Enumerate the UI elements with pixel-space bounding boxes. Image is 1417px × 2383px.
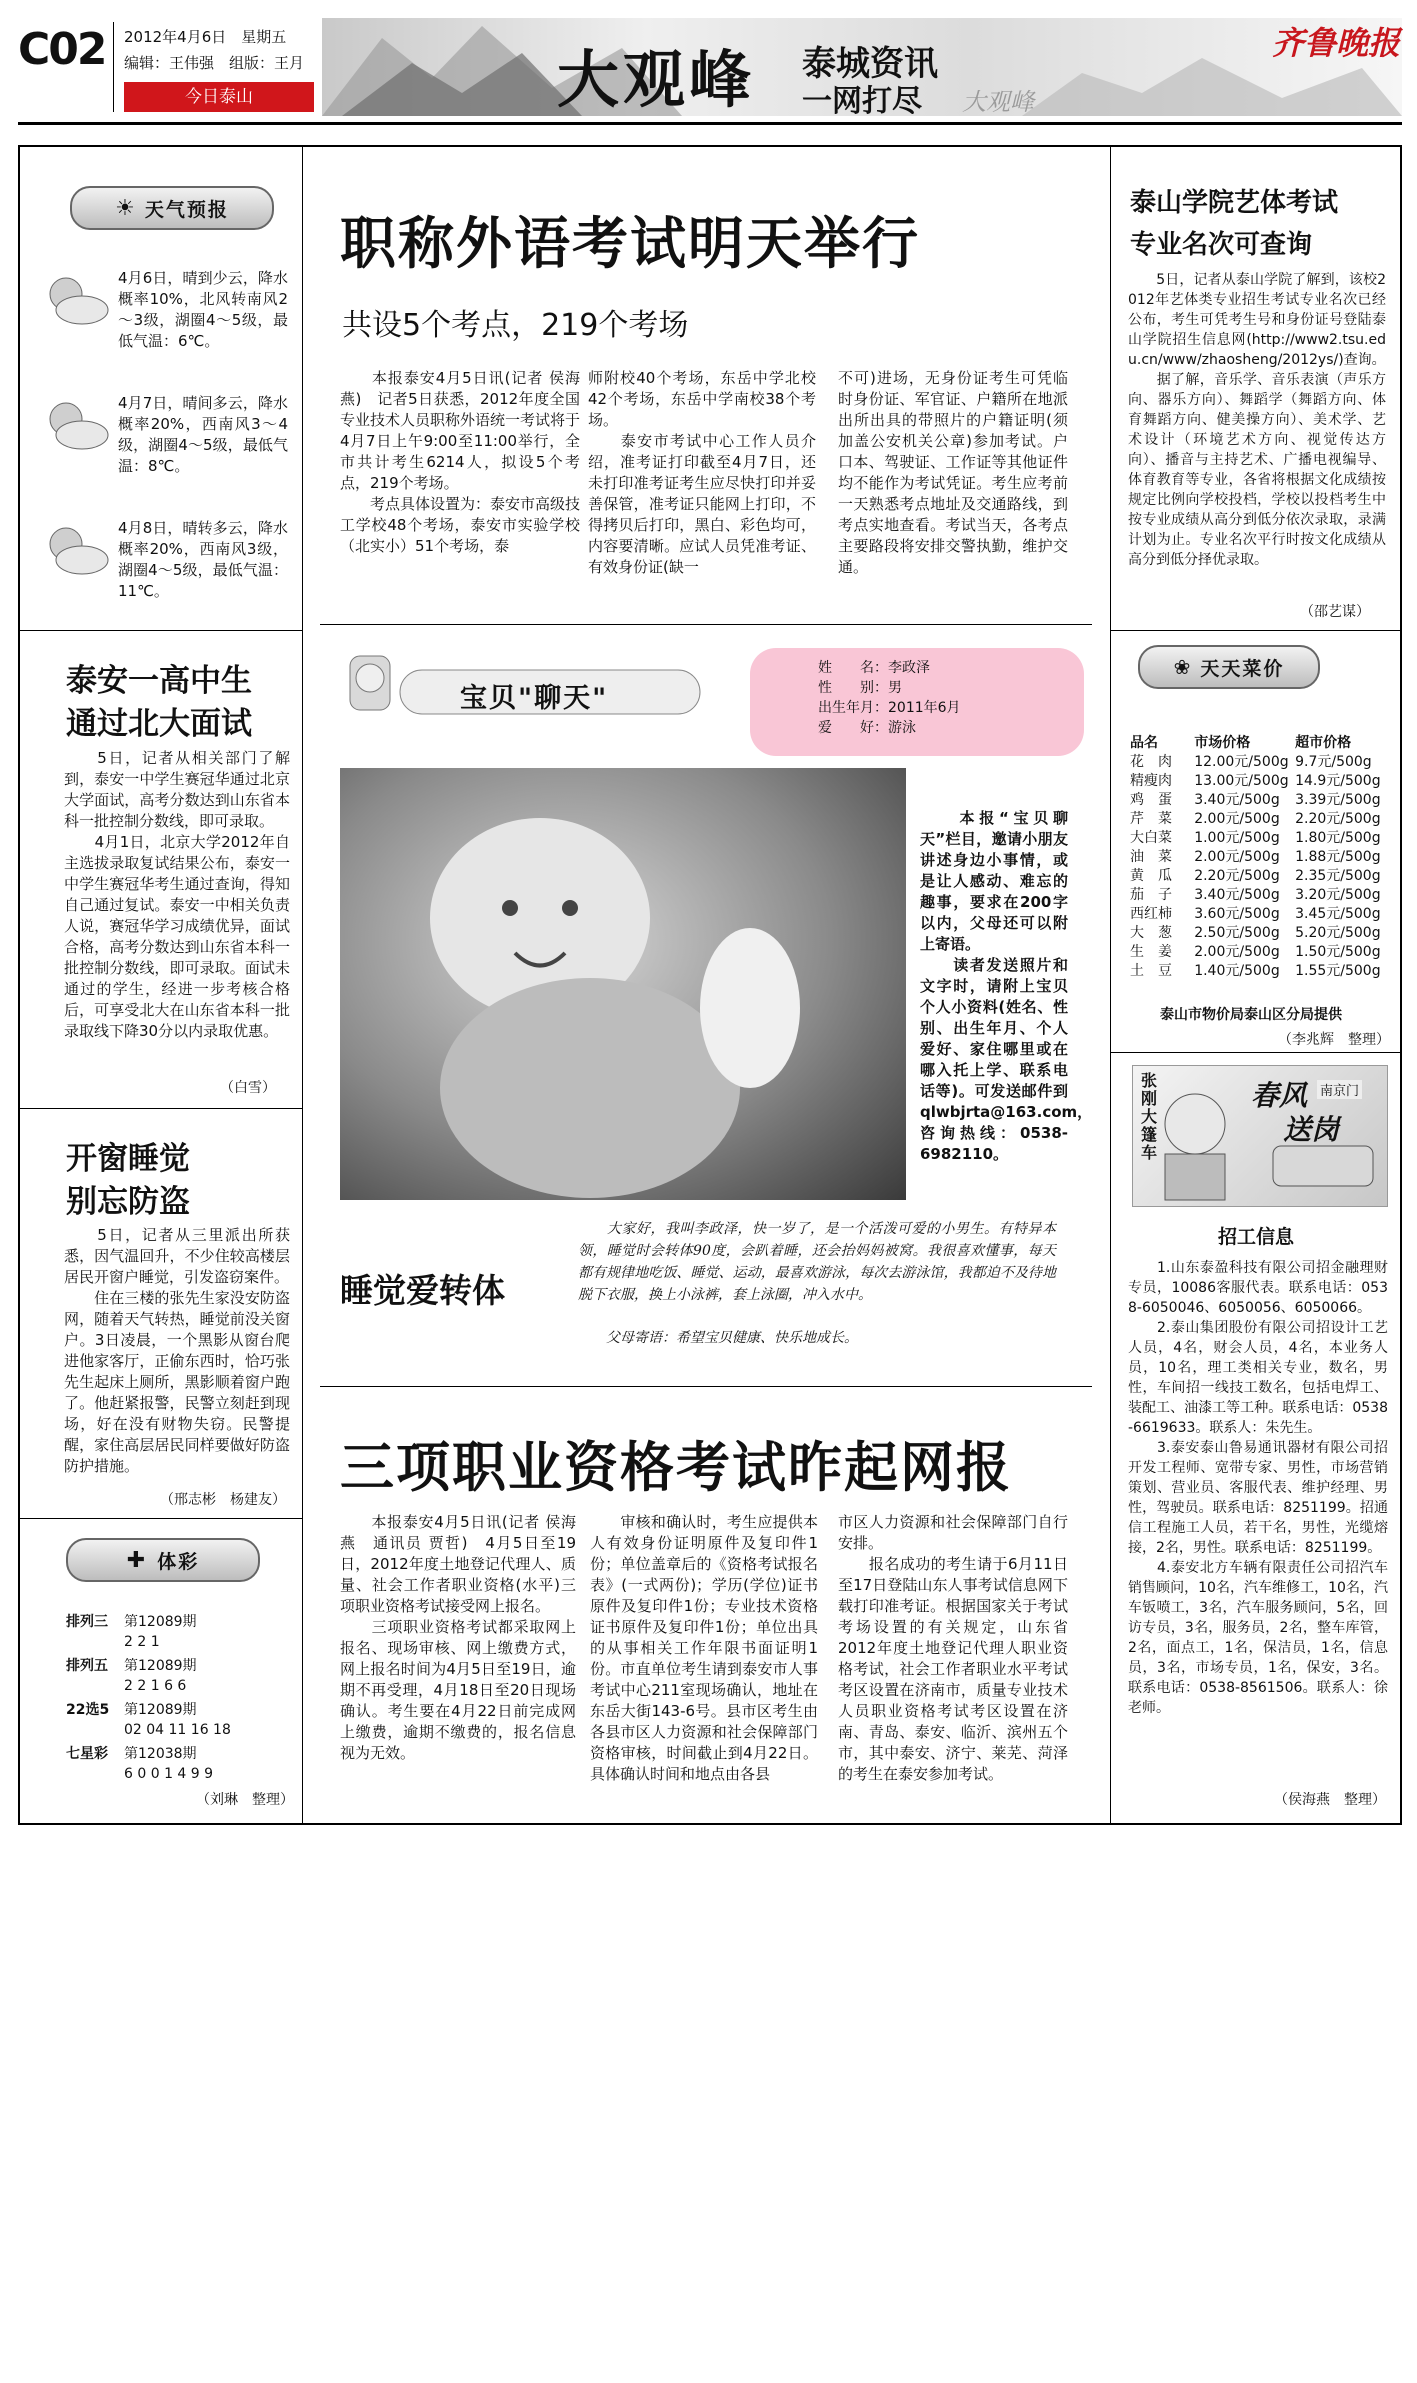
paper-logo: 齐鲁晚报 [1272,24,1401,62]
sun-cloud-icon [40,395,110,453]
section-tag: 今日泰山 [124,82,314,112]
exam-subheadline: 共设5个考点，219个考场 [342,308,689,343]
sun-cloud-icon [40,270,110,328]
baby-story: 大家好，我叫李政泽，快一岁了，是一个活泼可爱的小男生。有特异本领，睡觉时会转体90度，会趴着睡，还会抬妈妈被窝。我很喜欢懂事，每天都有规律地吃饭、睡觉、运动，最喜欢游泳，每次去游泳馆，我都迫不及待地脱下衣服，换上小泳裤，套上泳圈，冲入水中。 [578,1221,1056,1303]
lottery-table [66,1612,296,1784]
window-byline: （邢志彬 杨建友） [160,1492,286,1508]
qual-headline: 三项职业资格考试昨起网报 [340,1436,1012,1499]
price-row: 茄 子 3.40元/500g 3.20元/500g [1130,887,1381,903]
lottery-row: 22选5 第12089期 [66,1702,197,1718]
baby-story-title: 睡觉爱转体 [340,1271,505,1310]
exam-col1: 本报泰安4月5日讯(记者 侯海燕) 记者5日获悉，2012年度全国专业技术人员职称外语统一考试将于4月7日上午9:00至11:00举行，全市共计考生6214人，拟设5个考点，219个考场。 考点具体设置为：泰安市高级技工学校48个考场，泰安市实验学校（北实小）51个考场，泰 [340,369,581,555]
exam-col3: 不可)进场，无身份证考生可凭临时身份证、军官证、户籍所在地派出所出具的带照片的户籍证明(须加盖公安机关公章)参加考试。户口本、驾驶证、工作证等其他证件均不能作为考试凭证。考生应考前一天熟悉考点地址及交通路线，到考点实地查看。考试当天，各考点主要路段将安排交警执勤，维护交通。 [838,369,1068,576]
qual-col1: 本报泰安4月5日讯(记者 侯海燕 通讯员 贾哲) 4月5日至19日，2012年度土地登记代理人、质量、社会工作者职业资格(水平)三项职业资格考试接受网上报名。 三项职业资格考试都采取网上报名、现场审核、网上缴费方式，网上报名时间为4月5日至19日，逾期不再受理，4月18日至20日现场确认。考生要在4月22日前完成网上缴费，逾期不缴费的，报名信息视为无效。 [340,1513,576,1762]
qual-col3: 市区人力资源和社会保障部门自行安排。 报名成功的考生请于6月11日至17日登陆山东人事考试信息网下载打印准考证。根据国家关于考试考场设置的有关规定，山东省2012年度土地登记代理人职业资格考试，社会工作者职业水平考试考区设置在济南市，质量专业技术人员职业资格考试考区设置在济南、青岛、泰安、临沂、滨州五个市，其中泰安、济宁、莱芜、菏泽的考生在泰安参加考试。 [838,1513,1068,1783]
price-row: 鸡 蛋 3.40元/500g 3.39元/500g [1130,792,1381,808]
art-byline: （邵艺谋） [1300,604,1370,620]
price-row: 油 菜 2.00元/500g 1.88元/500g [1130,849,1381,865]
qual-col2: 审核和确认时，考生应提供本人有效身份证明原件及复印件1份；单位盖章后的《资格考试报名表》(一式两份)；学历(学位)证书原件及复印件1份；专业技术资格证书原件及复印件1份；单位出具的从事相关工作年限书面证明1份。市直单位考生请到泰安市人事考试中心211室现场确认，地址在东岳大街143-6号。县市区考生由各县市区人力资源和社会保障部门资格审核，时间截止到4月22日。具体确认时间和地点由各县 [590,1513,818,1783]
price-row: 土 豆 1.40元/500g 1.55元/500g [1130,963,1381,979]
window-body: 5日，记者从三里派出所获悉，因气温回升，不少住较高楼层居民开窗户睡觉，引发盗窃案件。 住在三楼的张先生家没安防盗网，随着天气转热，睡觉前没关窗户。3日凌晨，一个黑影从窗台爬进他家客厅，正偷东西时，恰巧张先生起床上厕所，黑影顺着窗户跑了。他赶紧报警，民警立刻赶到现场，好在没有财物失窃。民警提醒，家住高层居民同样要做好防盗防护措施。 [64,1226,290,1475]
price-row: 黄 瓜 2.20元/500g 2.35元/500g [1130,868,1381,884]
window-title-2: 别忘防盗 [66,1184,190,1220]
baby-info-hobby: 爱 好：游泳 [818,720,916,736]
price-row: 花 肉 12.00元/500g 9.7元/500g [1130,754,1372,770]
lottery-numbers: 02 04 11 16 18 [124,1722,231,1738]
lottery-numbers: 2 2 1 6 6 [124,1678,187,1694]
jobs-banner: 春风 送岗 南京门 张刚大篷车 [1132,1065,1388,1207]
window-title-1: 开窗睡觉 [66,1141,190,1177]
lottery-numbers: 6 0 0 1 4 9 9 [124,1766,214,1782]
price-provider: 泰山市物价局泰山区分局提供 [1160,1007,1342,1023]
price-row: 生 姜 2.00元/500g 1.50元/500g [1130,944,1381,960]
lottery-byline: （刘琳 整理） [196,1792,294,1808]
header-banner [322,18,1402,119]
jobs-title: 招工信息 [1218,1226,1295,1248]
baby-info-gender: 性 别：男 [818,680,902,696]
banner-watermark: 大观峰 [962,88,1034,116]
price-badge: ❀ 天天菜价 [1138,645,1320,689]
date-line: 2012年4月6日 星期五 [124,28,287,46]
price-row: 大 葱 2.50元/500g 5.20元/500g [1130,925,1381,941]
lottery-numbers: 2 2 1 [124,1634,160,1650]
price-table [1130,734,1396,981]
price-row: 芹 菜 2.00元/500g 2.20元/500g [1130,811,1381,827]
baby-info-birth: 出生年月：2011年6月 [818,700,961,716]
banner-slogan-1: 泰城资讯 [802,44,938,84]
art-body: 5日，记者从泰山学院了解到，该校2012年艺体类专业招生考试专业名次已经公布，考生可凭考生号和身份证号登陆泰山学院招生信息网(http://www2.tsu.edu.cn/www/zhaosheng/2012ys/)查询。 据了解，音乐学、音乐表演（声乐方向、器乐方向）、舞蹈学（舞蹈方向、体育舞蹈方向、健美操方向）、美术学、艺术设计（环境艺术方向、视觉传达方向）、播音与主持艺术、广播电视编导、体育教育等专业，各省将根据文化成绩按规定比例向学校投档，学校以投档考生中按专业成绩从高分到低分依次录取，录满计划为止。专业名次平行时按文化成绩从高分到低分择优录取。 [1128,272,1386,568]
lottery-badge: ✚ 体彩 [66,1538,260,1582]
baby-info-name: 姓 名：李政泽 [818,660,930,676]
peking-byline: （白雪） [220,1080,276,1096]
weather-day2: 4月7日，晴间多云，降水概率20%，西南风3～4级，湖圈4～5级，最低气温：8℃。 [118,394,288,475]
editors-line: 编辑：王伟强 组版：王月 [124,54,305,72]
vegetable-icon: ❀ [1173,655,1193,679]
weather-day1: 4月6日，晴到少云，降水概率10%，北风转南风2～3级，湖圈4～5级，最低气温：6℃。 [118,269,288,350]
baby-photo [340,768,906,1200]
baby-info-card [750,648,1084,756]
peking-title-1: 泰安一高中生 [66,663,252,699]
lottery-row: 排列五 第12089期 [66,1658,197,1674]
baby-wish: 父母寄语：希望宝贝健康、快乐地成长。 [578,1330,858,1346]
page-code: C02 [18,24,106,75]
peking-body: 5日，记者从相关部门了解到，泰安一中学生赛冠华通过北京大学面试，高考分数达到山东省本科一批控制分数线，即可录取。 4月1日，北京大学2012年自主选拔录取复试结果公布，泰安一中学生赛冠华考生通过查询，得知自己通过复试。泰安一中相关负责人说，赛冠华学习成绩优异，面试合格，高考分数达到山东省本科一批控制分数线，即可录取。面试未通过的学生，经进一步考核合格后，可享受北大在山东省本科一批录取线下降30分以内录取优惠。 [64,749,290,1040]
exam-col2: 师附校40个考场，东岳中学北校42个考场，东岳中学南校38个考场。 泰安市考试中心工作人员介绍，准考证打印截至4月7日，还未打印准考证考生应尽快打印并妥善保管，准考证只能网上打印，不得拷贝后打印，黑白、彩色均可，内容要清晰。应试人员凭准考证、有效身份证(缺一 [588,369,816,576]
baby-banner: 宝贝"聊天" [340,650,706,740]
price-row: 大白菜 1.00元/500g 1.80元/500g [1130,830,1381,846]
peking-title-2: 通过北大面试 [66,706,252,742]
exam-headline: 职称外语考试明天举行 [340,212,920,277]
art-title-2: 专业名次可查询 [1130,230,1313,260]
price-row: 精瘦肉 13.00元/500g 14.9元/500g [1130,773,1381,789]
lottery-row: 七星彩 第12038期 [66,1746,197,1762]
weather-badge: ☀ 天气预报 [70,186,274,230]
weather-day3: 4月8日，晴转多云，降水概率20%，西南风3级，湖圈4～5级，最低气温：11℃。 [118,519,288,600]
banner-title: 大观峰 [557,43,756,116]
baby-side-text: 本报“宝贝聊天”栏目，邀请小朋友讲述身边小事情，或是让人感动、难忘的趣事，要求在200字以内，父母还可以附上寄语。 读者发送照片和文字时，请附上宝贝个人小资料(姓名、性别、出生年月、个人爱好、家住哪里或在哪入托上学、联系电话等)。可发送邮件到qlwbjrta@163.com，咨询热线：0538-6982110。 [920,809,1093,1163]
banner-slogan-2: 一网打尽 [802,84,922,119]
price-row: 西红柿 3.60元/500g 3.45元/500g [1130,906,1381,922]
art-title-1: 泰山学院艺体考试 [1130,188,1339,218]
lottery-row: 排列三 第12089期 [66,1614,197,1630]
sun-cloud-icon [40,520,110,578]
lottery-icon: ✚ [126,1547,148,1573]
jobs-body: 1.山东泰盈科技有限公司招金融理财专员，10086客服代表。联系电话：0538-6050046、6050056、6050066。 2.泰山集团股份有限公司招设计工艺人员，4名，财会人员，4名，本业务人员，10名，理工类相关专业，数名，男性，车间招一线技工数名，包括电焊工、装配工、油漆工等工种。联系电话：0538-6619633。联系人：朱先生。 3.泰安泰山鲁易通讯器材有限公司招开发工程师、宽带专家、男性，市场营销策划、营业员、客服代表、维护经理、男性，驾驶员。联系电话：8251199。招通信工程施工人员，若干名，男性，光缆熔接，2名，男性。联系电话：8251199。 4.泰安北方车辆有限责任公司招汽车销售顾问，10名，汽车维修工，10名，汽车钣喷工，3名，汽车服务顾问，5名，回访专员，3名，服务员，2名，整车库管，2名，面点工，1名，保洁员，1名，信息员，3名，市场专员，1名，保安，3名。联系电话：0538-8561506。联系人：徐老师。 [1128,1260,1388,1716]
price-byline: （李兆辉 整理） [1278,1032,1390,1048]
sun-cloud-icon: ☀ [115,195,137,221]
price-header: 品名 市场价格 超市价格 [1130,735,1352,751]
jobs-byline: （侯海燕 整理） [1274,1792,1386,1808]
